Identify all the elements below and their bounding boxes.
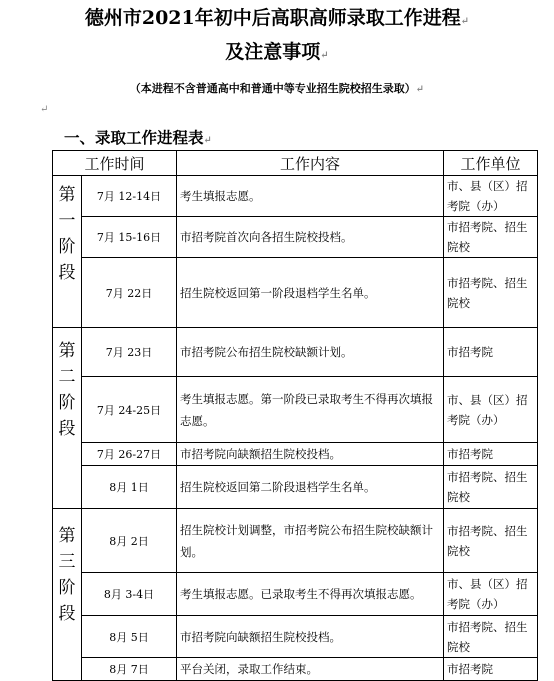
table-row [53, 509, 538, 573]
document-subtitle: （本进程不含普通高中和普通中等专业招生院校招生录取）↵ [129, 82, 425, 95]
row-unit: 市招考院 [444, 328, 538, 377]
table-row [53, 176, 538, 217]
table-row [53, 466, 538, 509]
row-unit: 市招考院、招生院校 [444, 509, 538, 573]
row-unit: 市招考院 [444, 658, 538, 681]
row-unit: 市招考院、招生院校 [444, 466, 538, 509]
row-content: 招生院校返回第二阶段退档学生名单。 [177, 466, 444, 509]
row-content: 招生院校返回第一阶段退档学生名单。 [177, 258, 444, 328]
row-time: 7月 24-25日 [82, 377, 177, 443]
row-time: 7月 15-16日 [82, 217, 177, 258]
document-title-line2: 及注意事项↵ [225, 41, 329, 63]
header-content: 工作内容 [177, 151, 444, 176]
row-unit: 市、县（区）招考院（办） [444, 573, 538, 616]
row-time: 8月 2日 [82, 509, 177, 573]
table-header-row [53, 151, 538, 176]
row-content: 市招考院向缺额招生院校投档。 [177, 616, 444, 658]
stage-1-label: 第 一 阶 段 [53, 176, 82, 328]
row-content: 考生填报志愿。已录取考生不得再次填报志愿。 [177, 573, 444, 616]
row-time: 8月 1日 [82, 466, 177, 509]
row-time: 7月 22日 [82, 258, 177, 328]
row-time: 7月 12-14日 [82, 176, 177, 217]
admission-schedule-table [52, 150, 538, 681]
row-time: 7月 23日 [82, 328, 177, 377]
row-time: 8月 7日 [82, 658, 177, 681]
row-unit: 市招考院、招生院校 [444, 217, 538, 258]
row-content: 平台关闭，录取工作结束。 [177, 658, 444, 681]
row-time: 7月 26-27日 [82, 443, 177, 466]
header-unit: 工作单位 [444, 151, 538, 176]
table-row [53, 658, 538, 681]
document-title: 德州市2021年初中后高职高师录取工作进程↵ [84, 7, 470, 29]
row-unit: 市招考院、招生院校 [444, 616, 538, 658]
header-time: 工作时间 [53, 151, 177, 176]
row-unit: 市招考院、招生院校 [444, 258, 538, 328]
row-content: 市招考院公布招生院校缺额计划。 [177, 328, 444, 377]
table-row [53, 573, 538, 616]
row-content: 市招考院向缺额招生院校投档。 [177, 443, 444, 466]
table-row [53, 377, 538, 443]
table-row [53, 217, 538, 258]
table-row [53, 258, 538, 328]
row-time: 8月 5日 [82, 616, 177, 658]
row-unit: 市、县（区）招考院（办） [444, 377, 538, 443]
table-row [53, 443, 538, 466]
stage-3-label: 第 三 阶 段 [53, 509, 82, 681]
row-content: 考生填报志愿。 [177, 176, 444, 217]
table-row [53, 616, 538, 658]
row-time: 8月 3-4日 [82, 573, 177, 616]
row-content: 市招考院首次向各招生院校投档。 [177, 217, 444, 258]
stage-2-label: 第 二 阶 段 [53, 328, 82, 509]
row-unit: 市、县（区）招考院（办） [444, 176, 538, 217]
section-heading: 一、录取工作进程表↵ [64, 128, 212, 147]
row-content: 考生填报志愿。第一阶段已录取考生不得再次填报志愿。 [177, 377, 444, 443]
table-row [53, 328, 538, 377]
paragraph-mark: ↵ [40, 104, 49, 115]
row-unit: 市招考院 [444, 443, 538, 466]
row-content: 招生院校计划调整，市招考院公布招生院校缺额计划。 [177, 509, 444, 573]
